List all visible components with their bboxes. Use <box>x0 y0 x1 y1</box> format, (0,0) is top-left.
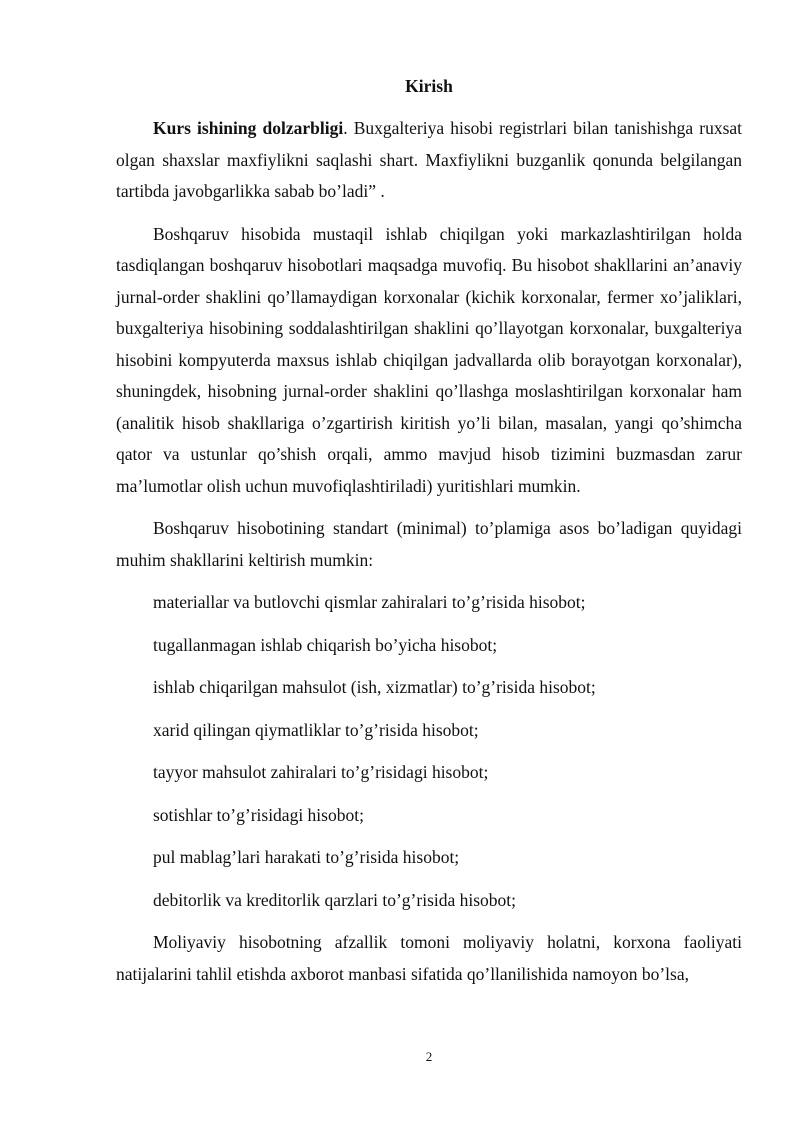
list-item: pul mablag’lari harakati to’g’risida hisobot; <box>153 847 460 867</box>
paragraph-last: Moliyaviy hisobotning afzallik tomoni moliyaviy holatni, korxona faoliyati natijalarini tahlil etishda axborot manbasi sifatida qo’llanilishida namoyon bo’lsa, <box>116 932 742 984</box>
list-item: ishlab chiqarilgan mahsulot (ish, xizmatlar) to’g’risida hisobot; <box>153 677 596 697</box>
intro-paragraph <box>116 113 742 208</box>
list-item: xarid qilingan qiymatliklar to’g’risida hisobot; <box>153 719 479 740</box>
document-body <box>116 113 742 990</box>
list-item: materiallar va butlovchi qismlar zahiralari to’g’risida hisobot; <box>153 592 586 612</box>
intro-text: . Buxgalteriya hisobi registrlari bilan tanishishga ruxsat olgan shaxslar maxfiylikni saqlashi shart. Maxfiylikni buzganlik qonunda belgilangan tartibda javobgarlikka sabab bo’ladi” . <box>116 118 743 201</box>
list-item: tugallanmagan ishlab chiqarish bo’yicha hisobot; <box>153 634 498 655</box>
list-item: tayyor mahsulot zahiralari to’g’risidagi hisobot; <box>153 762 489 782</box>
page-title: Kirish <box>405 76 453 96</box>
intro-bold-lead: Kurs ishining dolzarbligi <box>153 118 344 138</box>
paragraph-2: Boshqaruv hisobida mustaqil ishlab chiqilgan yoki markazlashtirilgan holda tasdiqlangan boshqaruv hisobotlari maqsadga muvofiq. Bu hisobot shakllarini an’anaviy jurnal-order shaklini qo’llamaydigan korxonalar (kichik korxonalar, fermer xo’jaliklari, buxgalteriya hisobining soddalashtirilgan shaklini qo’llayotgan korxonalar, buxgalteriya hisobini kompyuterda maxsus ishlab chiqilgan jadvallarda olib borayotgan korxonalar), shuningdek, hisobning jurnal-order shaklini qo’llashga moslashtirilgan korxonalar ham (analitik hisob shakllariga o’zgartirish kiritish yo’li bilan, masalan, yangi qo’shimcha qator va ustunlar qo’shish orqali, ammo mavjud hisob tizimini buzmasdan zarur ma’lumotlar olish uchun muvofiqlashtiriladi) yuritishlari mumkin. <box>116 223 742 496</box>
list-item: debitorlik va kreditorlik qarzlari to’g’risida hisobot; <box>153 889 517 910</box>
list-item: sotishlar to’g’risidagi hisobot; <box>153 804 364 825</box>
paragraph-3: Boshqaruv hisobotining standart (minimal) to’plamiga asos bo’ladigan quyidagi muhim shakllarini keltirish mumkin: <box>116 518 742 570</box>
page-number: 2 <box>425 1049 433 1064</box>
